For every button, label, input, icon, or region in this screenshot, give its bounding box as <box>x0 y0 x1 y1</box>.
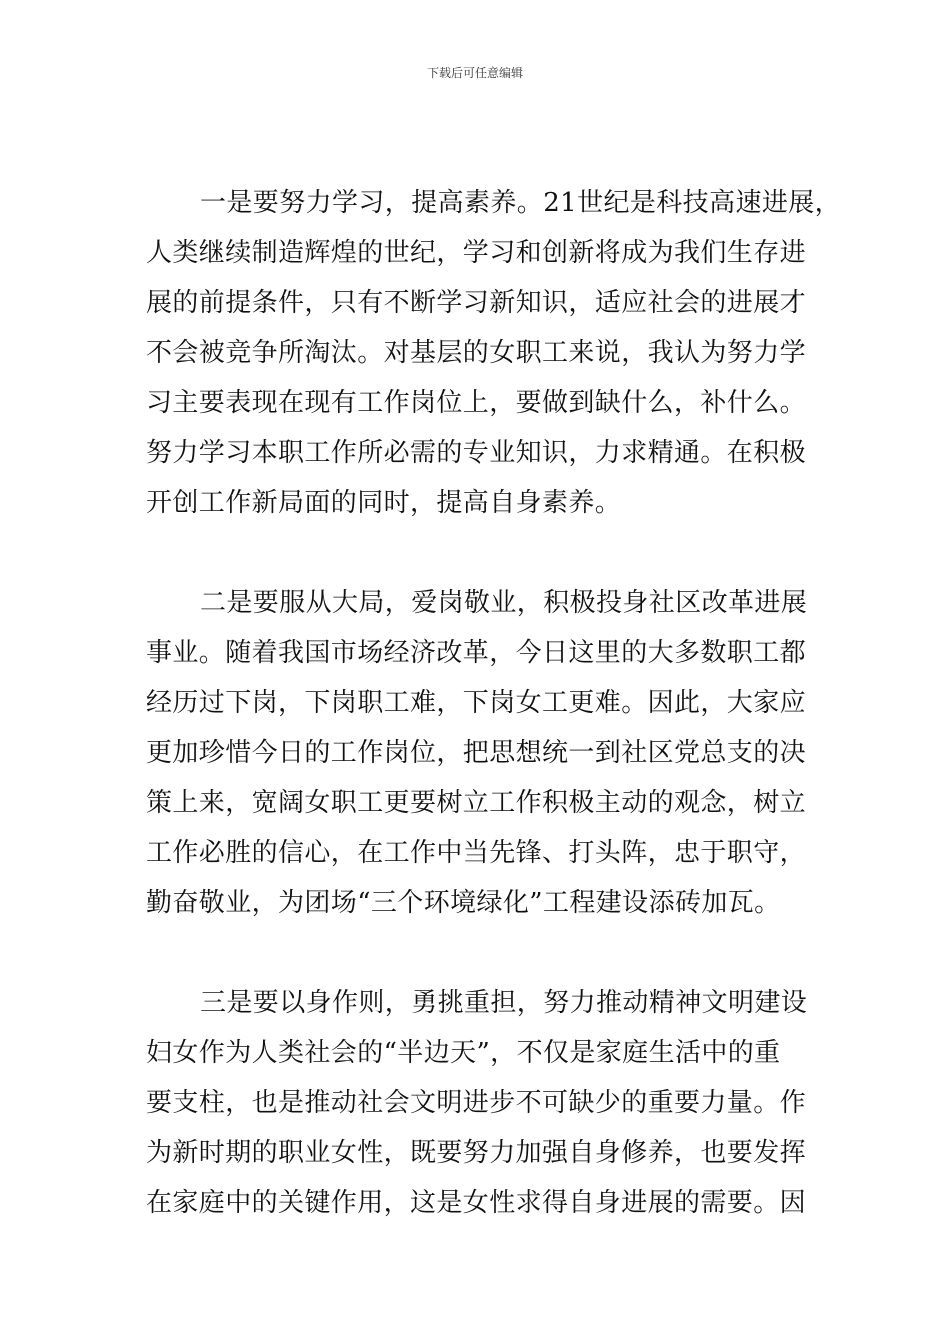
paragraph-line: 习主要表现在现有工作岗位上，要做到缺什么，补什么。 <box>146 388 807 418</box>
paragraph-role-model <box>146 978 807 1228</box>
paragraph-line: 事业。随着我国市场经济改革，今日这里的大多数职工都 <box>146 638 807 668</box>
paragraph-line: 努力学习本职工作所必需的专业知识，力求精通。在积极 <box>146 438 807 468</box>
paragraph-line: 在家庭中的关键作用，这是女性求得自身进展的需要。因 <box>146 1188 807 1218</box>
paragraph-line: 不会被竞争所淘汰。对基层的女职工来说，我认为努力学 <box>146 338 807 368</box>
paragraph-line: 妇女作为人类社会的“半边天”，不仅是家庭生活中的重 <box>146 1038 781 1068</box>
paragraph-line: 二是要服从大局，爱岗敬业，积极投身社区改革进展 <box>200 588 808 618</box>
paragraph-line: 开创工作新局面的同时，提高自身素养。 <box>146 488 622 518</box>
paragraph-line: 要支柱，也是推动社会文明进步不可缺少的重要力量。作 <box>146 1088 807 1118</box>
paragraph-line: 人类继续制造辉煌的世纪，学习和创新将成为我们生存进 <box>146 238 807 268</box>
paragraph-line: 三是要以身作则，勇挑重担，努力推动精神文明建设 <box>200 988 808 1018</box>
paragraph-line: 更加珍惜今日的工作岗位，把思想统一到社区党总支的决 <box>146 738 807 768</box>
paragraph-dedication <box>146 578 807 928</box>
paragraph-line: 经历过下岗，下岗职工难，下岗女工更难。因此，大家应 <box>146 688 807 718</box>
paragraph-line: 工作必胜的信心，在工作中当先锋、打头阵，忠于职守， <box>146 838 807 868</box>
page-header: 下载后可任意编辑 <box>426 66 523 80</box>
paragraph-line: 为新时期的职业女性，既要努力加强自身修养，也要发挥 <box>146 1138 807 1168</box>
paragraph-line: 展的前提条件，只有不断学习新知识，适应社会的进展才 <box>146 288 807 318</box>
paragraph-line: 一是要努力学习，提高素养。21世纪是科技高速进展， <box>200 188 842 218</box>
paragraph-study <box>146 178 841 528</box>
paragraph-line: 策上来，宽阔女职工更要树立工作积极主动的观念，树立 <box>146 788 807 818</box>
paragraph-line: 勤奋敬业，为团场“三个环境绿化”工程建设添砖加瓦。 <box>146 888 781 918</box>
